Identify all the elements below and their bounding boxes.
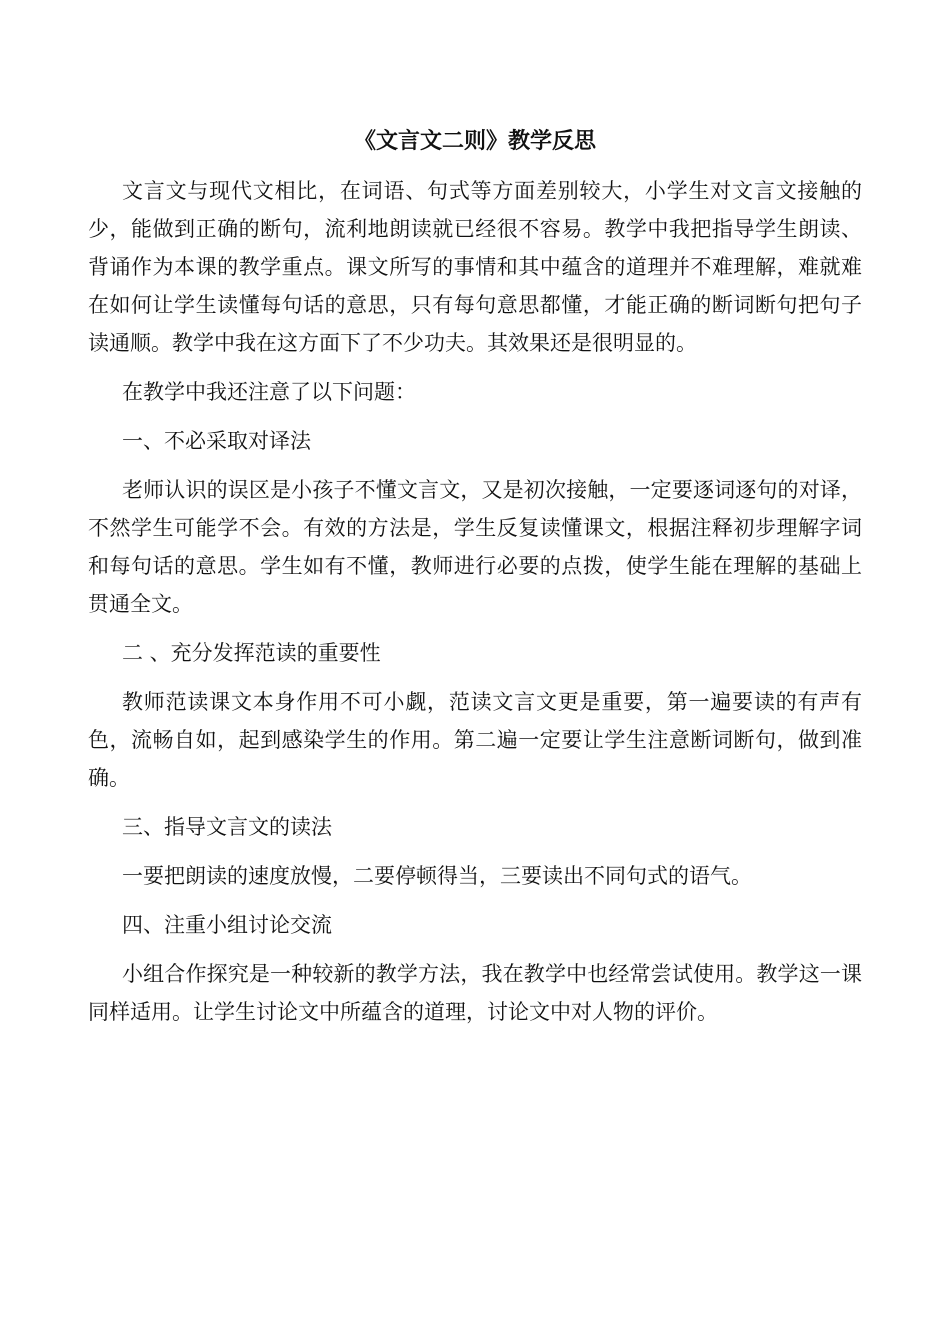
paragraph-section-4: 小组合作探究是一种较新的教学方法，我在教学中也经常尝试使用。教学这一课同样适用。让学生讨论文中所蕴含的道理，讨论文中对人物的评价。 bbox=[88, 962, 862, 1024]
section-heading-1: 一、不必采取对译法 bbox=[122, 429, 311, 453]
paragraph-intro: 文言文与现代文相比，在词语、句式等方面差别较大，小学生对文言文接触的少，能做到正确的断句，流利地朗读就已经很不容易。教学中我把指导学生朗读、背诵作为本课的教学重点。课文所写的事情和其中蕴含的道理并不难理解，难就难在如何让学生读懂每句话的意思，只有每句意思都懂，才能正确的断词断句把句子读通顺。教学中我在这方面下了不少功夫。其效果还是很明显的。 bbox=[88, 179, 862, 355]
paragraph-issues-lead: 在教学中我还注意了以下问题： bbox=[122, 380, 416, 404]
section-heading-4: 四、注重小组讨论交流 bbox=[122, 913, 332, 937]
document-title: 《文言文二则》教学反思 bbox=[353, 129, 596, 154]
paragraph-section-1: 老师认识的误区是小孩子不懂文言文，又是初次接触，一定要逐词逐句的对译，不然学生可能学不会。有效的方法是，学生反复读懂课文，根据注释初步理解字词和每句话的意思。学生如有不懂，教师进行必要的点拨，使学生能在理解的基础上贯通全文。 bbox=[88, 478, 862, 616]
paragraph-section-2: 教师范读课文本身作用不可小觑，范读文言文更是重要，第一遍要读的有声有色，流畅自如，起到感染学生的作用。第二遍一定要让学生注意断词断句，做到准确。 bbox=[88, 690, 862, 790]
document-body bbox=[88, 172, 862, 1042]
paragraph-section-3: 一要把朗读的速度放慢，二要停顿得当，三要读出不同句式的语气。 bbox=[122, 864, 752, 888]
section-heading-2: 二 、充分发挥范读的重要性 bbox=[122, 641, 381, 665]
section-heading-3: 三、指导文言文的读法 bbox=[122, 815, 332, 839]
